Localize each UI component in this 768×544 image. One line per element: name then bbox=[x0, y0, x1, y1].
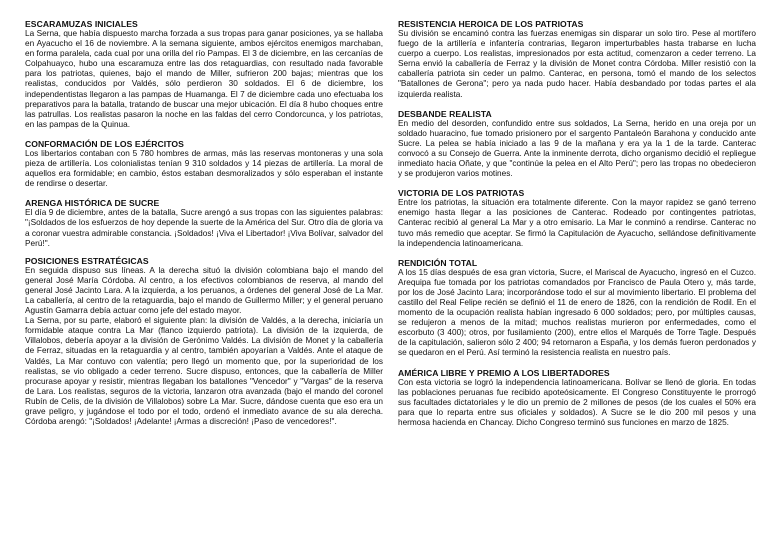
section-conformacion bbox=[25, 139, 383, 189]
section-desbande bbox=[398, 109, 756, 180]
section-body: El día 9 de diciembre, antes de la batalla, Sucre arengó a sus tropas con las siguientes palabras: "¡Soldados de los esfuerzos de hoy depende la suerte de la América del Sur. Otro día de gloria va a coronar vuestra admirable constancia. ¡Soldados! ¡Viva el Libertador! ¡Viva Bolívar, salvador del Perú!". bbox=[25, 208, 383, 248]
section-arenga bbox=[25, 198, 383, 248]
section-body: La Serna, que había dispuesto marcha forzada a sus tropas para ganar posiciones, ya se hallaba en Ayacucho el 16 de noviembre. A la semana siguiente, ambos ejércitos enemigos marchaban, en forma paralela, cada cual por una orilla del río Pampas. El 3 de diciembre, en las cercanías de Colpahuayco, hubo una escaramuza entre las dos retaguardias, con resultado nada favorable para los patriotas, quienes, bajo el mando de Miller, sufrieron 200 bajas; mientras que los realistas, conducidos por Valdés, sólo perdieron 30 soldados. El 6 de diciembre, los independentistas llegaron a las pampas de Huamanga. El 7 de diciembre cada uno efectuaba los preparativos para la batalla, tratando de buscar una mejor ubicación. El día 8 hubo choques entre las patrullas. Los realistas pasaron la noche en las faldas del cerro Condorcunca, y los patriotas, en las pampas de la Quinua. bbox=[25, 29, 383, 129]
section-heading: RENDICIÓN TOTAL bbox=[398, 257, 478, 268]
section-heading: POSICIONES ESTRATÉGICAS bbox=[25, 255, 149, 266]
section-america-libre bbox=[398, 368, 756, 428]
section-resistencia bbox=[398, 19, 756, 100]
section-body-continued: La Serna, por su parte, elaboró el siguiente plan: la división de Valdés, a la derecha, iniciaría un formidable ataque contra La Mar (flanco izquierdo patriota). La división de la izquierda, de Villalobos, debería apoyar a la división de Gerónimo Valdés. La división de Monet y la caballería de Ferraz, situadas en la retaguardia y al centro, también apoyarían a Valdés. Ante el ataque de Valdés, La Mar contuvo con valentía; pero llegó un momento que, por la superioridad de los realistas, se vio obligado a ceder terreno. Sucre dispuso, entonces, que la caballería de Miller procurase apoyar y resistir, mientras llegaban los batallones "Vencedor" y "Vargas" de la reserva de Lara. Los realistas, seguros de la victoria, lanzaron otra avanzada (bajo el mando del coronel Rubín de Celis, de la división de Villalobos) sobre La Mar. Sucre, dándose cuenta que eso era un grave peligro, y jugándose el todo por el todo, ordenó el inmediato avance de su ala derecha. Córdoba arengó: "¡Soldados! ¡Adelante! ¡Armas a discreción! ¡Paso de vencedores!". bbox=[25, 316, 383, 427]
section-heading: RESISTENCIA HEROICA DE LOS PATRIOTAS bbox=[398, 19, 584, 29]
section-body: Con esta victoria se logró la independencia latinoamericana. Bolívar se llenó de gloria. En todas las poblaciones peruanas fue recibido apoteósicamente. El Congreso Constituyente le prorrogó sus facultades dictatoriales y le dio un premio de 2 millones de pesos (de los cuales el 50% era para que lo reparta entre sus oficiales y soldados). A Sucre se le dio 200 mil pesos y una hermosa hacienda en Chancay. Dicho Congreso terminó sus funciones en marzo de 1825. bbox=[398, 377, 756, 427]
section-heading: CONFORMACIÓN DE LOS EJÉRCITOS bbox=[25, 138, 184, 149]
section-heading: ESCARAMUZAS INICIALES bbox=[25, 19, 138, 29]
section-body: A los 15 días después de esa gran victoria, Sucre, el Mariscal de Ayacucho, ingresó en el Cuzco. Arequipa fue tomada por los patriotas comandados por Francisco de Paula Otero y, más tarde, por los de José Jacinto Lara; incorporándose todo el sur al movimiento libertario. El problema del castillo del Real Felipe recién se definió el 11 de enero de 1826, con la rendición de Rodil. En el momento de la ocupación realista habían ingresado 6 000 soldados; pero, por múltiples causas, se redujeron a menos de la mitad; muchos realistas murieron por enfermedades, como el escorbuto (3 400); otros, por fusilamiento (200), entre ellos el Marqués de Torre Tagle. Después de la capitulación, salieron sólo 2 400; 94 retornaron a España, y los demás fueron perdonados y se quedaron en el Perú. Así terminó la resistencia realista en nuestro país. bbox=[398, 267, 756, 358]
section-victoria bbox=[398, 188, 756, 248]
section-heading: AMÉRICA LIBRE Y PREMIO A LOS LIBERTADORES bbox=[398, 367, 610, 378]
section-heading: VICTORIA DE LOS PATRIOTAS bbox=[398, 188, 525, 199]
section-rendicion bbox=[398, 258, 756, 359]
left-column bbox=[25, 19, 383, 427]
section-escaramuzas bbox=[25, 19, 383, 130]
section-body: Los libertarios contaban con 5 780 hombres de armas, más las reservas montoneras y una sola pieza de artillería. Los colonialistas tenían 9 310 soldados y 14 piezas de artillería. La moral de aquellos era formidable; en cambio, éstos estaban desmoralizados y sólo esperaban el instante de rendirse o desertar. bbox=[25, 148, 383, 189]
section-heading: DESBANDE REALISTA bbox=[398, 108, 492, 119]
section-posiciones bbox=[25, 256, 383, 428]
section-body: Entre los patriotas, la situación era totalmente diferente. Con la mayor rapidez se ganó terreno enemigo hasta llegar a las posiciones de Canterac. Rodeado por contingentes patriotas, Canterac recibió al general La Mar y a otro emisario. La Mar le conminó a rendirse. Canterac no tuvo más remedio que aceptar. Se firmó la Capitulación de Ayacucho, sellándose definitivamente la independencia latinoamericana. bbox=[398, 198, 756, 248]
section-body: En medio del desorden, confundido entre sus soldados, La Serna, herido en una oreja por un soldado huaracino, fue tomado prisionero por el sargento Pantaleón Barahona y conducido ante Sucre. La pelea se había iniciado a las 9 de la mañana y era ya la 1 de la tarde. Canterac convocó a su Consejo de Guerra. Ante la inminente derrota, dicho organismo decidió el repliegue inmediato hacia Oñate, y que "continúe la pelea en el Alto Perú"; pero las tropas no obedecieron y se produjeron varios motines. bbox=[398, 118, 756, 179]
section-body: En seguida dispuso sus líneas. A la derecha situó la división colombiana bajo el mando del general José María Córdoba. Al centro, a los efectivos colombianos de reserva, al mando del general José Jacinto Lara. A la izquierda, a los peruanos, a órdenes del general José de La Mar. La caballería, al centro de la retaguardia, bajo el mando de Guillermo Miller; y el general peruano Agustín Gamarra debía actuar como jefe del estado mayor. bbox=[25, 265, 383, 316]
section-body: Su división se encaminó contra las fuerzas enemigas sin disparar un solo tiro. Pese al mortífero fuego de la artillería e infantería contrarias, llegaron imperturbables hasta trabarse en lucha cuerpo a cuerpo. Los realistas, impresionados por esta actitud, comenzaron a ceder terreno. La Serna envió la caballería de Ferraz y la división de Monet contra Córdoba. Miller resistió con la caballería patriota sin ceder un palmo. Canterac, en persona, tomó el mando de los selectos "Batallones de Gerona"; pero ya nada pudo hacer. Había desbandado por todas partes el ala izquierda realista. bbox=[398, 29, 756, 99]
section-heading: ARENGA HISTÓRICA DE SUCRE bbox=[25, 198, 160, 209]
right-column bbox=[398, 19, 756, 428]
